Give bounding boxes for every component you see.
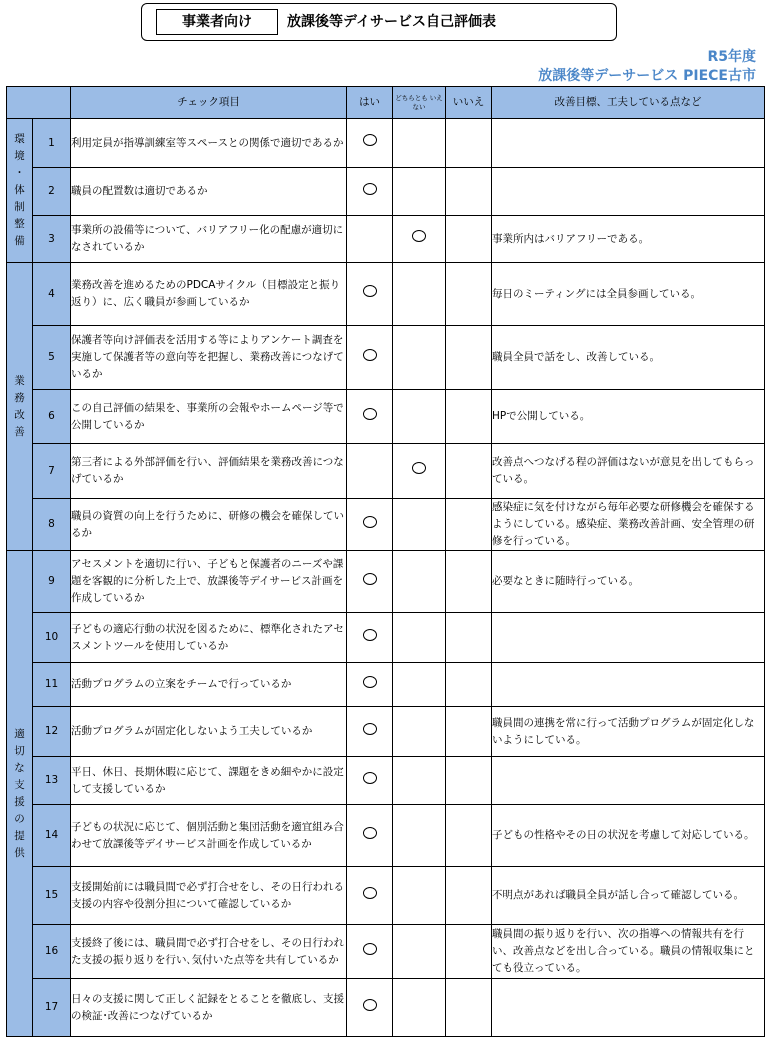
title-box xyxy=(141,3,617,41)
answer-no-cell xyxy=(446,168,492,216)
circle-mark-icon xyxy=(363,183,377,195)
check-item: 第三者による外部評価を行い、評価結果を業務改善につなげているか xyxy=(71,444,347,499)
row-number: 6 xyxy=(33,390,71,444)
improvement-note xyxy=(492,168,765,216)
table-row xyxy=(7,707,765,757)
answer-either-cell xyxy=(393,216,446,263)
table-row xyxy=(7,867,765,925)
circle-mark-icon xyxy=(363,887,377,899)
category-cell: 適 切 な 支 援 の 提 供 xyxy=(7,551,33,1037)
answer-either-cell xyxy=(393,707,446,757)
table-row xyxy=(7,925,765,979)
answer-either-cell xyxy=(393,499,446,551)
table-row xyxy=(7,551,765,613)
answer-no-cell xyxy=(446,444,492,499)
circle-mark-icon xyxy=(363,772,377,784)
row-number: 4 xyxy=(33,263,71,326)
table-row xyxy=(7,119,765,168)
check-item: 利用定員が指導訓練室等スペースとの関係で適切であるか xyxy=(71,119,347,168)
answer-no-cell xyxy=(446,499,492,551)
check-item: 支援終了後には、職員間で必ず打合せをし、その日行われた支援の振り返りを行い､気付いた点等を共有しているか xyxy=(71,925,347,979)
row-number: 1 xyxy=(33,119,71,168)
improvement-note xyxy=(492,663,765,707)
improvement-note xyxy=(492,979,765,1037)
improvement-note: 事業所内はバリアフリーである。 xyxy=(492,216,765,263)
row-number: 12 xyxy=(33,707,71,757)
answer-yes-cell xyxy=(347,663,393,707)
answer-no-cell xyxy=(446,979,492,1037)
improvement-note xyxy=(492,757,765,805)
col-check-item: チェック項目 xyxy=(71,87,347,119)
answer-yes-cell xyxy=(347,119,393,168)
answer-yes-cell xyxy=(347,499,393,551)
answer-either-cell xyxy=(393,805,446,867)
improvement-note: 必要なときに随時行っている。 xyxy=(492,551,765,613)
answer-yes-cell xyxy=(347,216,393,263)
answer-yes-cell xyxy=(347,444,393,499)
row-number: 16 xyxy=(33,925,71,979)
table-row xyxy=(7,390,765,444)
circle-mark-icon xyxy=(363,999,377,1011)
answer-no-cell xyxy=(446,216,492,263)
answer-yes-cell xyxy=(347,979,393,1037)
check-item: 子どもの状況に応じて、個別活動と集団活動を適宜組み合わせて放課後等デイサービス計画を作成しているか xyxy=(71,805,347,867)
table-row xyxy=(7,805,765,867)
row-number: 2 xyxy=(33,168,71,216)
circle-mark-icon xyxy=(412,230,426,242)
answer-yes-cell xyxy=(347,551,393,613)
row-number: 7 xyxy=(33,444,71,499)
answer-no-cell xyxy=(446,663,492,707)
improvement-note: 職員間の連携を常に行って活動プログラムが固定化しないようにしている。 xyxy=(492,707,765,757)
answer-no-cell xyxy=(446,263,492,326)
answer-either-cell xyxy=(393,925,446,979)
improvement-note xyxy=(492,613,765,663)
answer-no-cell xyxy=(446,867,492,925)
check-item: 支援開始前には職員間で必ず打合せをし、その日行われる支援の内容や役割分担について確認しているか xyxy=(71,867,347,925)
circle-mark-icon xyxy=(363,285,377,297)
improvement-note: 不明点があれば職員全員が話し合って確認している。 xyxy=(492,867,765,925)
answer-either-cell xyxy=(393,757,446,805)
page-title: 放課後等デイサービス自己評価表 xyxy=(287,14,497,30)
answer-no-cell xyxy=(446,757,492,805)
answer-no-cell xyxy=(446,326,492,390)
circle-mark-icon xyxy=(363,629,377,641)
row-number: 11 xyxy=(33,663,71,707)
row-number: 9 xyxy=(33,551,71,613)
answer-yes-cell xyxy=(347,326,393,390)
answer-either-cell xyxy=(393,390,446,444)
answer-no-cell xyxy=(446,390,492,444)
answer-no-cell xyxy=(446,613,492,663)
answer-yes-cell xyxy=(347,925,393,979)
answer-no-cell xyxy=(446,925,492,979)
improvement-note: HPで公開している。 xyxy=(492,390,765,444)
table-row xyxy=(7,499,765,551)
check-item: アセスメントを適切に行い、子どもと保護者のニーズや課題を客観的に分析した上で、放課後等デイサービス計画を作成しているか xyxy=(71,551,347,613)
row-number: 10 xyxy=(33,613,71,663)
answer-yes-cell xyxy=(347,263,393,326)
check-item: 子どもの適応行動の状況を図るために、標準化されたアセスメントツールを使用しているか xyxy=(71,613,347,663)
answer-either-cell xyxy=(393,263,446,326)
improvement-note: 感染症に気を付けながら毎年必要な研修機会を確保するようにしている。感染症、業務改善計画、安全管理の研修を行っている。 xyxy=(492,499,765,551)
evaluation-table xyxy=(6,86,765,1037)
office-name: 放課後等デーサービス PIECE古市 xyxy=(538,68,756,84)
check-item: 保護者等向け評価表を活用する等によりアンケート調査を実施して保護者等の意向等を把握し、業務改善につなげているか xyxy=(71,326,347,390)
table-body xyxy=(7,119,765,1037)
improvement-note: 毎日のミーティングには全員参画している。 xyxy=(492,263,765,326)
table-row xyxy=(7,663,765,707)
improvement-note: 子どもの性格やその日の状況を考慮して対応している。 xyxy=(492,805,765,867)
table-row xyxy=(7,263,765,326)
table-row xyxy=(7,168,765,216)
category-cell: 業 務 改 善 xyxy=(7,263,33,551)
circle-mark-icon xyxy=(363,349,377,361)
check-item: 活動プログラムの立案をチームで行っているか xyxy=(71,663,347,707)
table-row xyxy=(7,757,765,805)
row-number: 15 xyxy=(33,867,71,925)
table-row xyxy=(7,326,765,390)
col-improvement: 改善目標、工夫している点など xyxy=(492,87,765,119)
answer-no-cell xyxy=(446,707,492,757)
answer-either-cell xyxy=(393,326,446,390)
check-item: 業務改善を進めるためのPDCAサイクル（目標設定と振り返り）に、広く職員が参画しているか xyxy=(71,263,347,326)
answer-either-cell xyxy=(393,867,446,925)
row-number: 5 xyxy=(33,326,71,390)
answer-yes-cell xyxy=(347,757,393,805)
answer-either-cell xyxy=(393,119,446,168)
answer-no-cell xyxy=(446,805,492,867)
improvement-note xyxy=(492,119,765,168)
answer-yes-cell xyxy=(347,707,393,757)
circle-mark-icon xyxy=(412,462,426,474)
answer-either-cell xyxy=(393,613,446,663)
answer-yes-cell xyxy=(347,867,393,925)
check-item: 平日、休日、長期休暇に応じて、課題をきめ細やかに設定して支援しているか xyxy=(71,757,347,805)
circle-mark-icon xyxy=(363,516,377,528)
answer-either-cell xyxy=(393,168,446,216)
answer-yes-cell xyxy=(347,613,393,663)
table-row xyxy=(7,613,765,663)
circle-mark-icon xyxy=(363,943,377,955)
improvement-note: 改善点へつなげる程の評価はないが意見を出してもらっている。 xyxy=(492,444,765,499)
circle-mark-icon xyxy=(363,573,377,585)
col-either: どちらとも いえない xyxy=(393,87,446,119)
table-row xyxy=(7,444,765,499)
answer-yes-cell xyxy=(347,168,393,216)
improvement-note: 職員間の振り返りを行い、次の指導への情報共有を行い、改善点などを出し合っている。職員の情報収集にとても役立っている。 xyxy=(492,925,765,979)
circle-mark-icon xyxy=(363,723,377,735)
audience-label: 事業者向け xyxy=(156,9,278,35)
check-item: 事業所の設備等について、バリアフリー化の配慮が適切になされているか xyxy=(71,216,347,263)
check-item: 日々の支援に関して正しく記録をとることを徹底し、支援の検証･改善につなげているか xyxy=(71,979,347,1037)
row-number: 14 xyxy=(33,805,71,867)
check-item: この自己評価の結果を、事業所の会報やホームページ等で公開しているか xyxy=(71,390,347,444)
answer-either-cell xyxy=(393,663,446,707)
check-item: 職員の配置数は適切であるか xyxy=(71,168,347,216)
check-item: 活動プログラムが固定化しないよう工夫しているか xyxy=(71,707,347,757)
category-cell: 環 境 ・ 体 制 整 備 xyxy=(7,119,33,263)
fiscal-year: R5年度 xyxy=(707,49,756,65)
answer-yes-cell xyxy=(347,390,393,444)
row-number: 3 xyxy=(33,216,71,263)
table-row xyxy=(7,216,765,263)
circle-mark-icon xyxy=(363,134,377,146)
circle-mark-icon xyxy=(363,408,377,420)
answer-either-cell xyxy=(393,979,446,1037)
row-number: 8 xyxy=(33,499,71,551)
answer-either-cell xyxy=(393,444,446,499)
col-yes: はい xyxy=(347,87,393,119)
improvement-note: 職員全員で話をし、改善している。 xyxy=(492,326,765,390)
row-number: 17 xyxy=(33,979,71,1037)
circle-mark-icon xyxy=(363,676,377,688)
answer-no-cell xyxy=(446,551,492,613)
circle-mark-icon xyxy=(363,827,377,839)
header-blank xyxy=(7,87,71,119)
answer-yes-cell xyxy=(347,805,393,867)
check-item: 職員の資質の向上を行うために、研修の機会を確保しているか xyxy=(71,499,347,551)
table-row xyxy=(7,979,765,1037)
row-number: 13 xyxy=(33,757,71,805)
answer-either-cell xyxy=(393,551,446,613)
answer-no-cell xyxy=(446,119,492,168)
col-no: いいえ xyxy=(446,87,492,119)
